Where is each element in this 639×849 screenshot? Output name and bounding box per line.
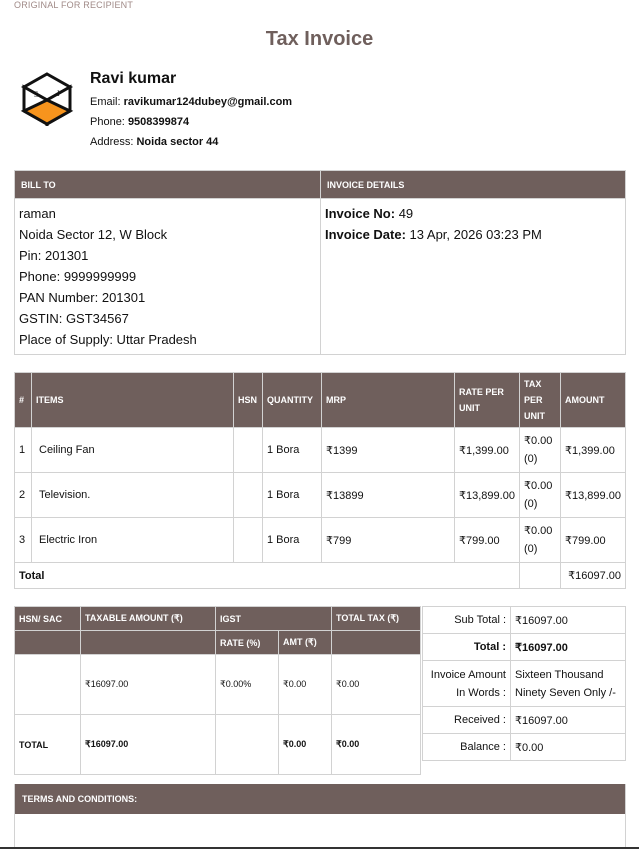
total-value: ₹16097.00 — [511, 634, 626, 661]
cell-rate-pct: ₹0.00% — [216, 655, 279, 715]
sub-total-label: Sub Total : — [423, 607, 511, 634]
cell-rate: ₹13,899.00 — [455, 473, 520, 518]
col-header-items: ITEMS — [32, 373, 234, 428]
seller-email — [90, 96, 292, 108]
balance-value: ₹0.00 — [511, 734, 626, 761]
hsn-total-tax: ₹0.00 — [332, 715, 421, 775]
page-title: Tax Invoice — [265, 28, 374, 50]
cell-rate: ₹799.00 — [455, 518, 520, 563]
col-header-taxable-amount: TAXABLE AMOUNT (₹) — [81, 607, 216, 631]
col-header-hsn-sac: HSN/ SAC — [15, 607, 81, 631]
hsn-total-label: TOTAL — [15, 715, 81, 775]
cell-mrp: ₹1399 — [322, 428, 455, 473]
cell-mrp: ₹799 — [322, 518, 455, 563]
col-header-num: # — [15, 373, 32, 428]
cell-amount: ₹1,399.00 — [561, 428, 626, 473]
cell-amount: ₹13,899.00 — [561, 473, 626, 518]
seller-email-value: ravikumar124dubey@gmail.com — [123, 96, 293, 108]
cell-mrp: ₹13899 — [322, 473, 455, 518]
cell-amt: ₹0.00 — [279, 655, 332, 715]
seller-phone — [90, 116, 189, 128]
cell-hsn — [234, 473, 263, 518]
cell-amount: ₹799.00 — [561, 518, 626, 563]
col-header-total-tax: TOTAL TAX (₹) — [332, 607, 421, 631]
cell-num: 1 — [15, 428, 32, 473]
invoice-date-label: Invoice Date: — [325, 227, 406, 242]
cell-num: 3 — [15, 518, 32, 563]
bill-to-pan: PAN Number: 201301 — [19, 290, 146, 305]
invoice-number — [325, 203, 621, 224]
invoice-date-value: 13 Apr, 2026 03:23 PM — [409, 227, 542, 242]
total-label: Total : — [423, 634, 511, 661]
table-row — [15, 518, 626, 563]
cell-rate: ₹1,399.00 — [455, 428, 520, 473]
seller-phone-value: 9508399874 — [127, 116, 190, 128]
bill-to-address: Noida Sector 12, W Block — [19, 227, 168, 242]
cell-item: Television. — [32, 473, 234, 518]
hsn-tax-table — [14, 606, 421, 775]
seller-phone-label: Phone: — [90, 116, 125, 128]
table-row — [15, 428, 626, 473]
original-for-recipient-label: ORIGINAL FOR RECIPIENT — [14, 0, 134, 10]
col-header-amount: AMOUNT — [561, 373, 626, 428]
summary-table — [422, 606, 626, 761]
bill-to-invoice-details-table — [14, 170, 626, 355]
sub-total-value: ₹16097.00 — [511, 607, 626, 634]
total-row — [423, 634, 626, 661]
col-header-rate: RATE PER UNIT — [455, 373, 520, 428]
bill-to-block — [15, 199, 321, 355]
terms-heading: TERMS AND CONDITIONS: — [15, 784, 625, 814]
sub-total-row — [423, 607, 626, 634]
invoice-number-value: 49 — [398, 206, 414, 221]
col-header-mrp: MRP — [322, 373, 455, 428]
col-header-rate-pct: RATE (%) — [216, 631, 279, 655]
invoice-details-block — [321, 199, 626, 355]
hsn-total-amt: ₹0.00 — [279, 715, 332, 775]
table-row — [15, 655, 421, 715]
items-total-value: ₹16097.00 — [561, 563, 626, 589]
cell-num: 2 — [15, 473, 32, 518]
cell-qty: 1 Bora — [263, 473, 322, 518]
seller-address-label: Address: — [90, 136, 134, 148]
cell-hsn — [234, 428, 263, 473]
logo-letter-i: I — [57, 89, 60, 98]
amount-in-words-row — [423, 661, 626, 707]
invoice-date — [325, 224, 621, 245]
cell-qty: 1 Bora — [263, 518, 322, 563]
logo-letter-s: S — [34, 90, 39, 99]
terms-section — [14, 784, 626, 848]
items-total-label: Total — [15, 563, 520, 589]
seller-address-value: Noida sector 44 — [136, 136, 219, 148]
bill-to-phone: Phone: 9999999999 — [19, 269, 137, 284]
bill-to-gstin: GSTIN: GST34567 — [19, 311, 129, 326]
bill-to-place-of-supply: Place of Supply: Uttar Pradesh — [19, 332, 197, 347]
col-header-amt: AMT (₹) — [279, 631, 332, 655]
cell-tax: ₹0.00 (0) — [520, 428, 561, 473]
col-header-tax: TAX PER UNIT — [520, 373, 561, 428]
amount-in-words-value: Sixteen Thousand Ninety Seven Only /- — [511, 661, 626, 707]
hsn-total-rate — [216, 715, 279, 775]
invoice-number-label: Invoice No: — [325, 206, 396, 221]
items-table — [14, 372, 626, 589]
cell-qty: 1 Bora — [263, 428, 322, 473]
bill-to-pin: Pin: 201301 — [19, 248, 89, 263]
cell-hsn — [234, 518, 263, 563]
amount-in-words-label: Invoice Amount In Words : — [423, 661, 511, 707]
table-row — [15, 473, 626, 518]
cell-total-tax: ₹0.00 — [332, 655, 421, 715]
col-header-igst: IGST — [216, 607, 332, 631]
received-value: ₹16097.00 — [511, 707, 626, 734]
cell-item: Ceiling Fan — [32, 428, 234, 473]
seller-name: Ravi kumar — [90, 70, 177, 87]
received-row — [423, 707, 626, 734]
received-label: Received : — [423, 707, 511, 734]
hsn-total-row — [15, 715, 421, 775]
seller-logo — [20, 72, 74, 126]
col-header-hsn: HSN — [234, 373, 263, 428]
hsn-total-taxable: ₹16097.00 — [81, 715, 216, 775]
cell-tax: ₹0.00 (0) — [520, 473, 561, 518]
bill-to-heading: BILL TO — [15, 171, 321, 199]
balance-row — [423, 734, 626, 761]
cell-tax: ₹0.00 (0) — [520, 518, 561, 563]
items-total-row — [15, 563, 626, 589]
col-header-quantity: QUANTITY — [263, 373, 322, 428]
cell-hsn-sac — [15, 655, 81, 715]
balance-label: Balance : — [423, 734, 511, 761]
seller-address — [90, 136, 218, 148]
invoice-details-heading: INVOICE DETAILS — [321, 171, 626, 199]
bill-to-name: raman — [19, 206, 56, 221]
seller-email-label: Email: — [90, 96, 121, 108]
cell-taxable-amount: ₹16097.00 — [81, 655, 216, 715]
cell-item: Electric Iron — [32, 518, 234, 563]
